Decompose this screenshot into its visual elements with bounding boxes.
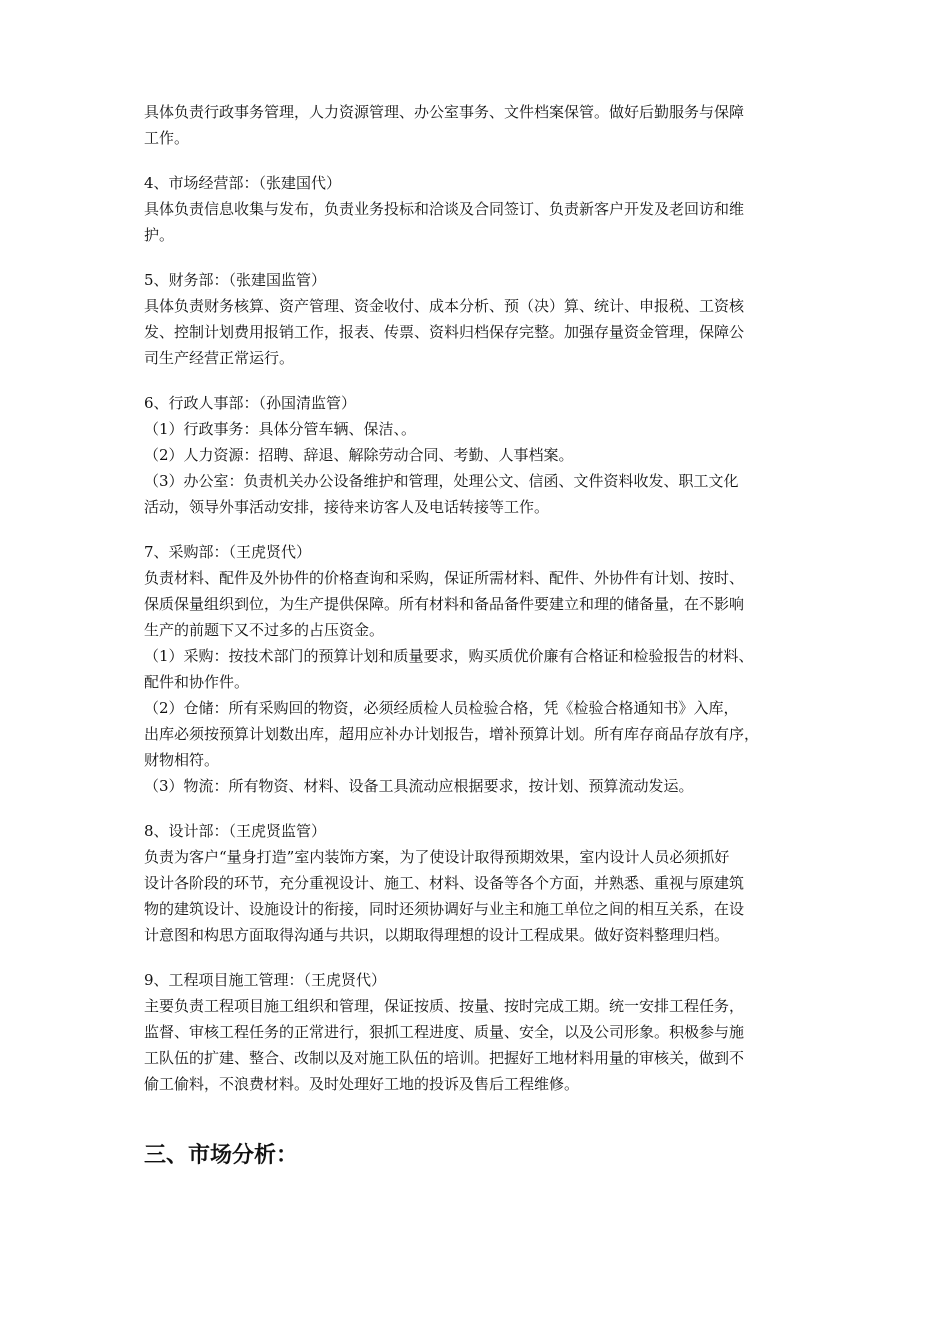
paragraph-line: 监督、审核工程任务的正常进行，狠抓工程进度、质量、安全，以及公司形象。积极参与施 (144, 1023, 745, 1041)
paragraph-line: 保质保量组织到位，为生产提供保障。所有材料和备品备件要建立和理的储备量，在不影响 (144, 595, 745, 613)
paragraph-first-line: 具体负责行政事务管理，人力资源管理、办公室事务、文件档案保管。做好后勤服务与保障 (144, 103, 745, 121)
paragraph-line: 偷工偷料，不浪费材料。及时处理好工地的投诉及售后工程维修。 (144, 1075, 580, 1093)
paragraph-line: 司生产经营正常运行。 (144, 349, 295, 367)
paragraph-gap (144, 948, 816, 967)
paragraph (144, 818, 816, 948)
paragraph-line: 具体负责信息收集与发布，负责业务投标和洽谈及合同签订、负责新客户开发及老回访和维 (144, 200, 745, 218)
paragraph-first-line: 5、财务部：（张建国监管） (144, 271, 327, 289)
paragraph-line: （3）办公室：负责机关办公设备维护和管理，处理公文、信函、文件资料收发、职工文化 (144, 472, 739, 490)
paragraph-line: 设计各阶段的环节，充分重视设计、施工、材料、设备等各个方面，并熟悉、重视与原建筑 (144, 874, 745, 892)
paragraph-line: 出库必须按预算计划数出库，超用应补办计划报告，增补预算计划。所有库存商品存放有序， (144, 725, 760, 743)
paragraph-gap (144, 151, 816, 170)
paragraph-line: 主要负责工程项目施工组织和管理，保证按质、按量、按时完成工期。统一安排工程任务， (144, 997, 745, 1015)
paragraph-line: （1）采购：按技术部门的预算计划和质量要求，购买质优价廉有合格证和检验报告的材料、 (144, 647, 754, 665)
paragraph-line: 工作。 (144, 129, 190, 147)
paragraph-line: （3）物流：所有物资、材料、设备工具流动应根据要求，按计划、预算流动发运。 (144, 777, 694, 795)
paragraph-line: 发、控制计划费用报销工作，报表、传票、资料归档保存完整。加强存量资金管理，保障公 (144, 323, 745, 341)
paragraph-line: （1）行政事务：具体分管车辆、保洁、。 (144, 420, 417, 438)
paragraph (144, 99, 816, 151)
paragraph (144, 267, 816, 371)
paragraph-line: 配件和协作件。 (144, 673, 250, 691)
paragraph (144, 967, 816, 1097)
paragraph-line: 工队伍的扩建、整合、改制以及对施工队伍的培训。把握好工地材料用量的审核关，做到不 (144, 1049, 745, 1067)
paragraph-gap (144, 520, 816, 539)
paragraph-line: 活动，领导外事活动安排，接待来访客人及电话转接等工作。 (144, 498, 550, 516)
paragraph-gap (144, 371, 816, 390)
paragraph-line: （2）仓储：所有采购回的物资，必须经质检人员检验合格，凭《检验合格通知书》入库， (144, 699, 739, 717)
paragraph-line: 生产的前题下又不过多的占压资金。 (144, 621, 385, 639)
paragraph-line: 具体负责财务核算、资产管理、资金收付、成本分析、预（决）算、统计、申报税、工资核 (144, 297, 745, 315)
section-heading: 三、市场分析： (144, 1143, 299, 1168)
paragraph-line: 负责为客户“量身打造”室内装饰方案，为了使设计取得预期效果，室内设计人员必须抓好 (144, 848, 730, 866)
paragraph-first-line: 4、市场经营部：（张建国代） (144, 174, 342, 192)
paragraph-line: 计意图和构思方面取得沟通与共识，以期取得理想的设计工程成果。做好资料整理归档。 (144, 926, 730, 944)
paragraph-line: 负责材料、配件及外协件的价格查询和采购，保证所需材料、配件、外协件有计划、按时、 (144, 569, 745, 587)
paragraph-first-line: 8、设计部：（王虎贤监管） (144, 822, 327, 840)
paragraph-first-line: 9、工程项目施工管理：（王虎贤代） (144, 971, 387, 989)
paragraph-first-line: 7、采购部：（王虎贤代） (144, 543, 312, 561)
paragraph-line: 护。 (144, 226, 175, 244)
paragraph-gap (144, 248, 816, 267)
paragraph-line: 物的建筑设计、设施设计的衔接，同时还须协调好与业主和施工单位之间的相互关系，在设 (144, 900, 745, 918)
paragraph-line: 财物相符。 (144, 751, 220, 769)
paragraph-gap (144, 799, 816, 818)
paragraph-first-line: 6、行政人事部：（孙国清监管） (144, 394, 357, 412)
paragraph (144, 539, 816, 799)
document-page (144, 99, 816, 1171)
paragraph (144, 170, 816, 248)
document-body (144, 99, 816, 1097)
paragraph-line: （2）人力资源：招聘、辞退、解除劳动合同、考勤、人事档案。 (144, 446, 574, 464)
paragraph (144, 390, 816, 520)
